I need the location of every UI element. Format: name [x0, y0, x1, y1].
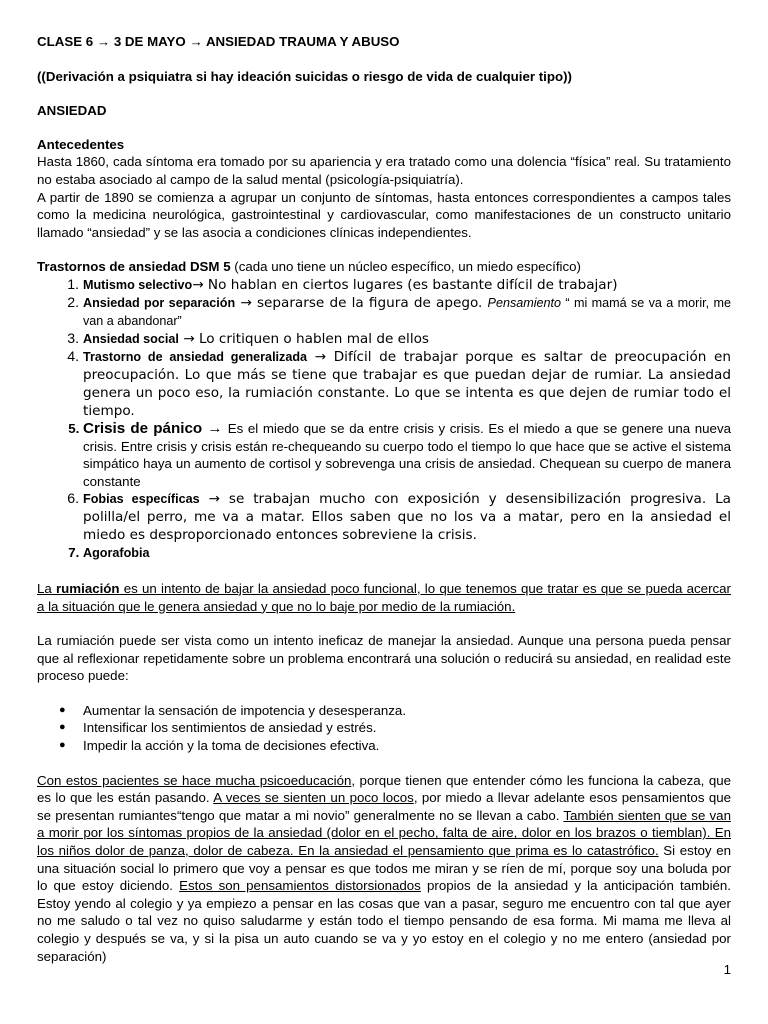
document-title: CLASE 6 → 3 DE MAYO → ANSIEDAD TRAUMA Y ABUSO [37, 34, 400, 49]
item-text: separarse de la figura de apego. [256, 294, 488, 311]
dsm-heading [37, 258, 731, 276]
text-run: , porque tienen que entender cómo les funciona la cabeza, que es lo que les están pasando. [37, 772, 732, 806]
item-label: Ansiedad social [83, 331, 179, 346]
section-heading-ansiedad: ANSIEDAD [37, 103, 107, 119]
list-item [83, 490, 731, 544]
arrow: → [192, 276, 204, 293]
page-number: 1 [723, 962, 731, 977]
rumiacion-paragraph-2: La rumiación puede ser vista como un intento ineficaz de manejar la ansiedad. Aunque una persona pueda pensar que al reflexionar repetidamente sobre un problema encontrará una solución o reducirá su ansiedad, en realidad este proceso puede: [37, 633, 731, 684]
text-run: Si estoy en una situación social lo primero que voy a pensar es que todos me miran y se ríen de mí, porque soy una boluda por lo que estoy diciendo. [37, 843, 732, 894]
list-item [83, 544, 731, 563]
item-text: Es el miedo que se da entre crisis y crisis. Es el miedo a que se genere una nueva crisis. Entre crisis y crisis están re-chequeando su cuerpo todo el tiempo lo que hace que se active el sistema simpático haya un aumento de cortisol y sobrevenga una crisis de ansiedad. Chequean su cuerpo de manera constante [83, 420, 731, 489]
rumiacion-effects-list [37, 702, 731, 755]
list-item [83, 294, 731, 330]
list-item [83, 348, 731, 420]
rumiacion-paragraph-1 [37, 580, 731, 615]
text-run: propios de la ansiedad y la anticipación también. Estoy yendo al colegio y ya empiezo a pensar en las cosas que van a pasar, seguro me encuentro con tal que ayer no me saludo o tal vez no quiso saludarme y están todo el tiempo pensando de esa forma. Mi mama me lleva al colegio y después se va, y si la pisa un auto cuando se va y yo estoy en el colegio y no me entero (ansiedad por separación) [37, 878, 732, 964]
text-run-bold: rumiación [56, 580, 120, 596]
arrow: → [235, 294, 257, 311]
arrow: → [199, 491, 229, 508]
item-label: Ansiedad por separación [83, 295, 236, 310]
dsm-heading-title: Trastornos de ansiedad DSM 5 [37, 259, 231, 275]
dsm-heading-note: (cada uno tiene un núcleo específico, un miedo específico) [230, 259, 581, 275]
text-run-underlined: Con estos pacientes se hace mucha psicoeducación [37, 772, 352, 788]
psicoeducacion-paragraph [37, 772, 731, 966]
text-run: , por miedo a llevar adelante esos pensamientos que se presentan rumiantes“tengo que matar a mi novio” generalmente no se llevan a cabo. [37, 790, 732, 823]
item-label: Crisis de pánico [83, 419, 203, 437]
antecedentes-paragraph-1: Hasta 1860, cada síntoma era tomado por su apariencia y era tratado como una dolencia “física” real. Su tratamiento no estaba asociado al campo de la salud mental (psicología-psiquiatría). [37, 154, 731, 187]
text-run: La [37, 580, 56, 596]
text-run-underlined: A veces se sienten un poco locos [213, 790, 414, 806]
arrow: → [178, 330, 199, 347]
text-run: es un intento de bajar la ansiedad poco funcional, lo que tenemos que tratar es que se pueda acercar a la situación que le genera ansiedad y que no lo baje por medio de la rumiación. [37, 580, 731, 614]
subheading-antecedentes: Antecedentes [37, 136, 125, 152]
list-item: ● Impedir la acción y la toma de decisiones efectiva. [83, 737, 731, 755]
list-item [83, 330, 731, 348]
item-text-2: “ mi mamá se va a morir, me van a abandonar” [83, 295, 731, 328]
list-item: ● Aumentar la sensación de impotencia y desesperanza. [83, 702, 731, 720]
arrow: → [202, 419, 228, 437]
arrow: → [307, 348, 334, 365]
document-page [37, 33, 731, 965]
list-item: ● Intensificar los sentimientos de ansiedad y estrés. [83, 719, 731, 737]
text-run-underlined: También sienten que se van a morir por los síntomas propios de la ansiedad (dolor en el pecho, falta de aire, dolor en los brazos o tiemblan). En los niños dolor de panza, dolor de cabeza. En la ansiedad el pensamiento que prima es lo catastrófico. [37, 807, 731, 859]
referral-note: ((Derivación a psiquiatra si hay ideación suicidas o riesgo de vida de cualquier tipo)) [37, 68, 572, 84]
item-text: Lo critiquen o hablen mal de ellos [198, 330, 429, 347]
text-run-underlined: Estos son pensamientos distorsionados [179, 878, 421, 894]
item-label: Fobias específicas [83, 492, 200, 507]
list-item [83, 276, 731, 294]
item-text: No hablan en ciertos lugares (es bastante difícil de trabajar) [203, 276, 618, 293]
item-italic: Pensamiento [487, 295, 562, 310]
item-label: Trastorno de ansiedad generalizada [83, 349, 308, 364]
item-text: se trabajan mucho con exposición y desensibilización progresiva. La polilla/el perro, me va a matar. Ellos saben que no los va a matar, pero en la ansiedad el miedo es desproporcionado entonces sobreviene la crisis. [83, 491, 731, 544]
dsm-disorder-list [37, 276, 731, 563]
item-label: Mutismo selectivo [83, 277, 193, 292]
item-label: Agorafobia [83, 546, 150, 561]
item-text: Difícil de trabajar porque es saltar de preocupación en preocupación. Lo que más se tiene que trabajar es que puedan dejar de rumiar. La ansiedad genera un poco eso, la rumiación constante. Lo que se intenta es que dejen de rumiar todo el tiempo. [83, 348, 731, 419]
antecedentes-paragraph-2: A partir de 1890 se comienza a agrupar un conjunto de síntomas, hasta entonces correspondientes a campos tales como la medicina neurológica, gastrointestinal y cardiovascular, como manifestaciones de un constructo unitario llamado “ansiedad” y se las asocia a condiciones clínicas independientes. [37, 189, 731, 240]
list-item [83, 420, 731, 490]
